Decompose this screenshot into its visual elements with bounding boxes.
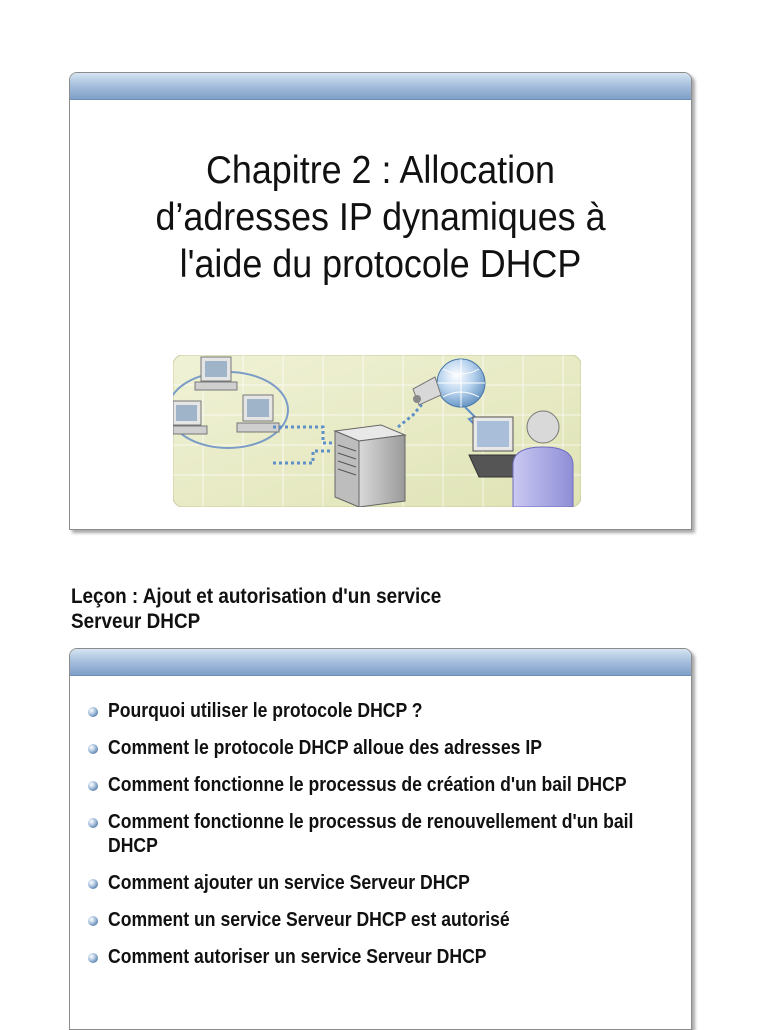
list-item — [88, 871, 668, 895]
bullet-icon — [88, 707, 98, 717]
list-item — [88, 773, 668, 797]
computer-icon — [237, 395, 279, 432]
chapter-title-line: Chapitre 2 : Allocation — [205, 149, 556, 192]
list-item — [88, 736, 668, 760]
chapter-title — [95, 147, 666, 288]
list-item — [88, 945, 668, 969]
lesson-title-line: Leçon : Ajout et autorisation d'un service — [71, 585, 442, 608]
bullet-icon — [88, 744, 98, 754]
list-item-text: Comment le protocole DHCP alloue des adresses IP — [108, 737, 542, 759]
list-item — [88, 908, 668, 932]
list-item-text: Comment autoriser un service Serveur DHCP — [108, 946, 487, 968]
list-item-text: Comment un service Serveur DHCP est autorisé — [108, 909, 510, 931]
bullet-icon — [88, 879, 98, 889]
topic-list — [88, 699, 668, 982]
bullet-icon — [88, 916, 98, 926]
list-item-text: Pourquoi utiliser le protocole DHCP ? — [108, 700, 423, 722]
slide-header-band — [70, 649, 691, 676]
chapter-title-line: l'aide du protocole DHCP — [179, 243, 582, 286]
list-item-text: Comment ajouter un service Serveur DHCP — [108, 872, 470, 894]
lesson-title-line: Serveur DHCP — [71, 610, 201, 633]
list-item-text: Comment fonctionne le processus de renouvellement d'un bail DHCP — [108, 811, 634, 857]
bullet-icon — [88, 781, 98, 791]
bullet-icon — [88, 818, 98, 828]
list-item — [88, 810, 668, 858]
lesson-slide — [69, 648, 692, 1030]
chapter-title-line: d’adresses IP dynamiques à — [155, 196, 606, 239]
list-item-text: Comment fonctionne le processus de création d'un bail DHCP — [108, 774, 627, 796]
slide-header-band — [70, 73, 691, 100]
server-icon — [335, 425, 405, 507]
title-slide — [69, 72, 692, 530]
network-dhcp-illustration — [173, 355, 581, 507]
bullet-icon — [88, 953, 98, 963]
computer-icon — [195, 357, 237, 390]
list-item — [88, 699, 668, 723]
lesson-title — [71, 584, 441, 634]
